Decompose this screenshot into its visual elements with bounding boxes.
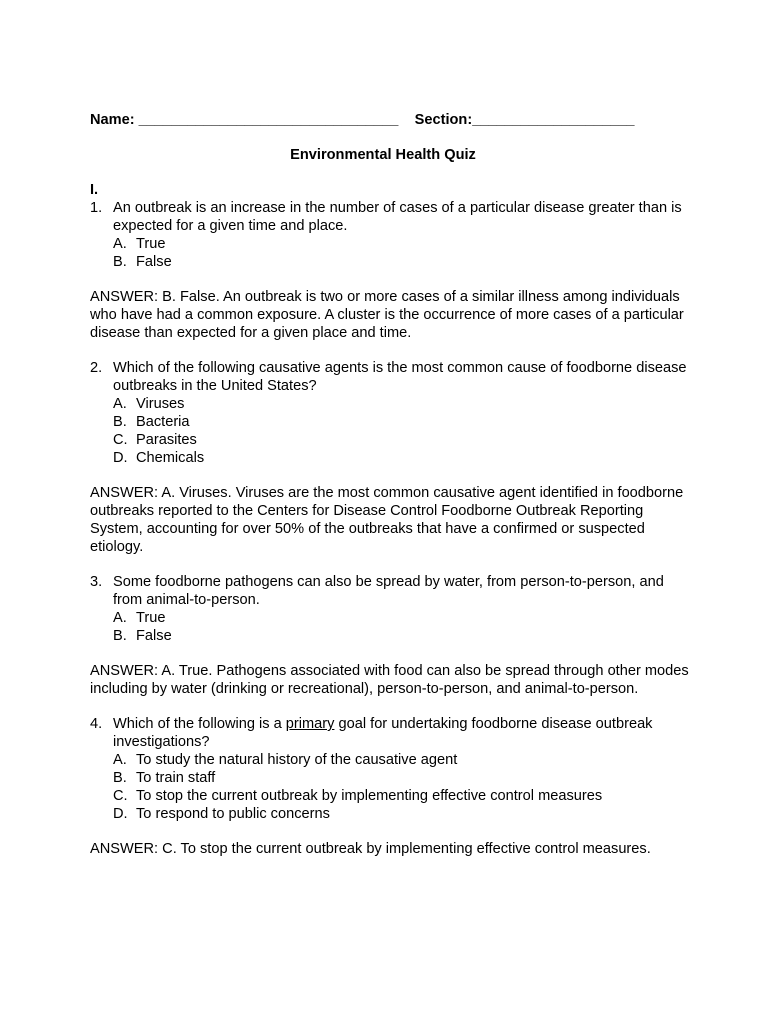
option-text: To train staff [136,770,216,786]
option-a [113,235,690,253]
option-letter: D. [113,806,128,822]
name-label: Name: [90,112,135,128]
option-text: Viruses [136,396,185,412]
section-marker: I. [90,182,99,198]
question-3 [90,573,690,645]
option-text: True [136,236,166,252]
option-text: False [136,628,172,644]
question-text: Which of the following causative agents is the most common cause of foodborne disease outbreaks in the United States? [113,360,687,394]
question-number: 4. [90,716,103,732]
option-letter: B. [113,414,127,430]
option-letter: C. [113,432,128,448]
question-number: 3. [90,574,103,590]
options-list [113,235,690,271]
option-a [113,609,690,627]
option-text: Chemicals [136,450,205,466]
answer-4: ANSWER: C. To stop the current outbreak by implementing effective control measures. [90,841,651,857]
quiz-document [90,111,690,858]
option-c [113,787,690,805]
options-list [113,751,690,823]
option-letter: B. [113,254,127,270]
option-text: To stop the current outbreak by implementing effective control measures [136,788,603,804]
header-line [90,111,690,129]
name-blank: ________________________________ [138,112,399,128]
option-text: Parasites [136,432,197,448]
option-letter: D. [113,450,128,466]
option-b [113,413,690,431]
option-a [113,751,690,769]
option-letter: B. [113,628,127,644]
question-number: 2. [90,360,103,376]
answer-1: ANSWER: B. False. An outbreak is two or more cases of a similar illness among individuals who have had a common exposure. A cluster is the occurrence of more cases of a particular disease than expected for a given place and time. [90,289,684,341]
option-letter: A. [113,610,127,626]
question-text-start: Which of the following is a [113,716,286,732]
option-c [113,431,690,449]
option-letter: A. [113,752,127,768]
option-text: Bacteria [136,414,190,430]
question-text-end: goal for undertaking foodborne disease outbreak investigations? [113,716,653,750]
question-4 [90,715,690,823]
option-letter: A. [113,236,127,252]
option-letter: A. [113,396,127,412]
answer-3: ANSWER: A. True. Pathogens associated with food can also be spread through other modes including by water (drinking or recreational), person-to-person, and animal-to-person. [90,663,689,697]
option-text: True [136,610,166,626]
option-d [113,449,690,467]
page-title: Environmental Health Quiz [290,147,476,163]
question-text: An outbreak is an increase in the number of cases of a particular disease greater than is expected for a given time and place. [113,200,682,234]
question-2 [90,359,690,467]
option-b [113,769,690,787]
option-letter: B. [113,770,127,786]
option-a [113,395,690,413]
options-list [113,609,690,645]
emphasized-word: primary [285,716,335,732]
question-text [113,715,690,751]
option-letter: C. [113,788,128,804]
options-list [113,395,690,467]
option-text: False [136,254,172,270]
question-text: Some foodborne pathogens can also be spread by water, from person-to-person, and from animal-to-person. [113,574,664,608]
option-b [113,627,690,645]
section-label: Section: [414,112,473,128]
question-number: 1. [90,200,103,216]
option-text: To respond to public concerns [136,806,330,822]
option-b [113,253,690,271]
section-blank: ____________________ [472,112,635,128]
option-d [113,805,690,823]
question-1 [90,199,690,271]
option-text: To study the natural history of the causative agent [136,752,458,768]
answer-2: ANSWER: A. Viruses. Viruses are the most common causative agent identified in foodborne outbreaks reported to the Centers for Disease Control Foodborne Outbreak Reporting System, accounting for over 50% of the outbreaks that have a confirmed or suspected etiology. [90,485,684,555]
